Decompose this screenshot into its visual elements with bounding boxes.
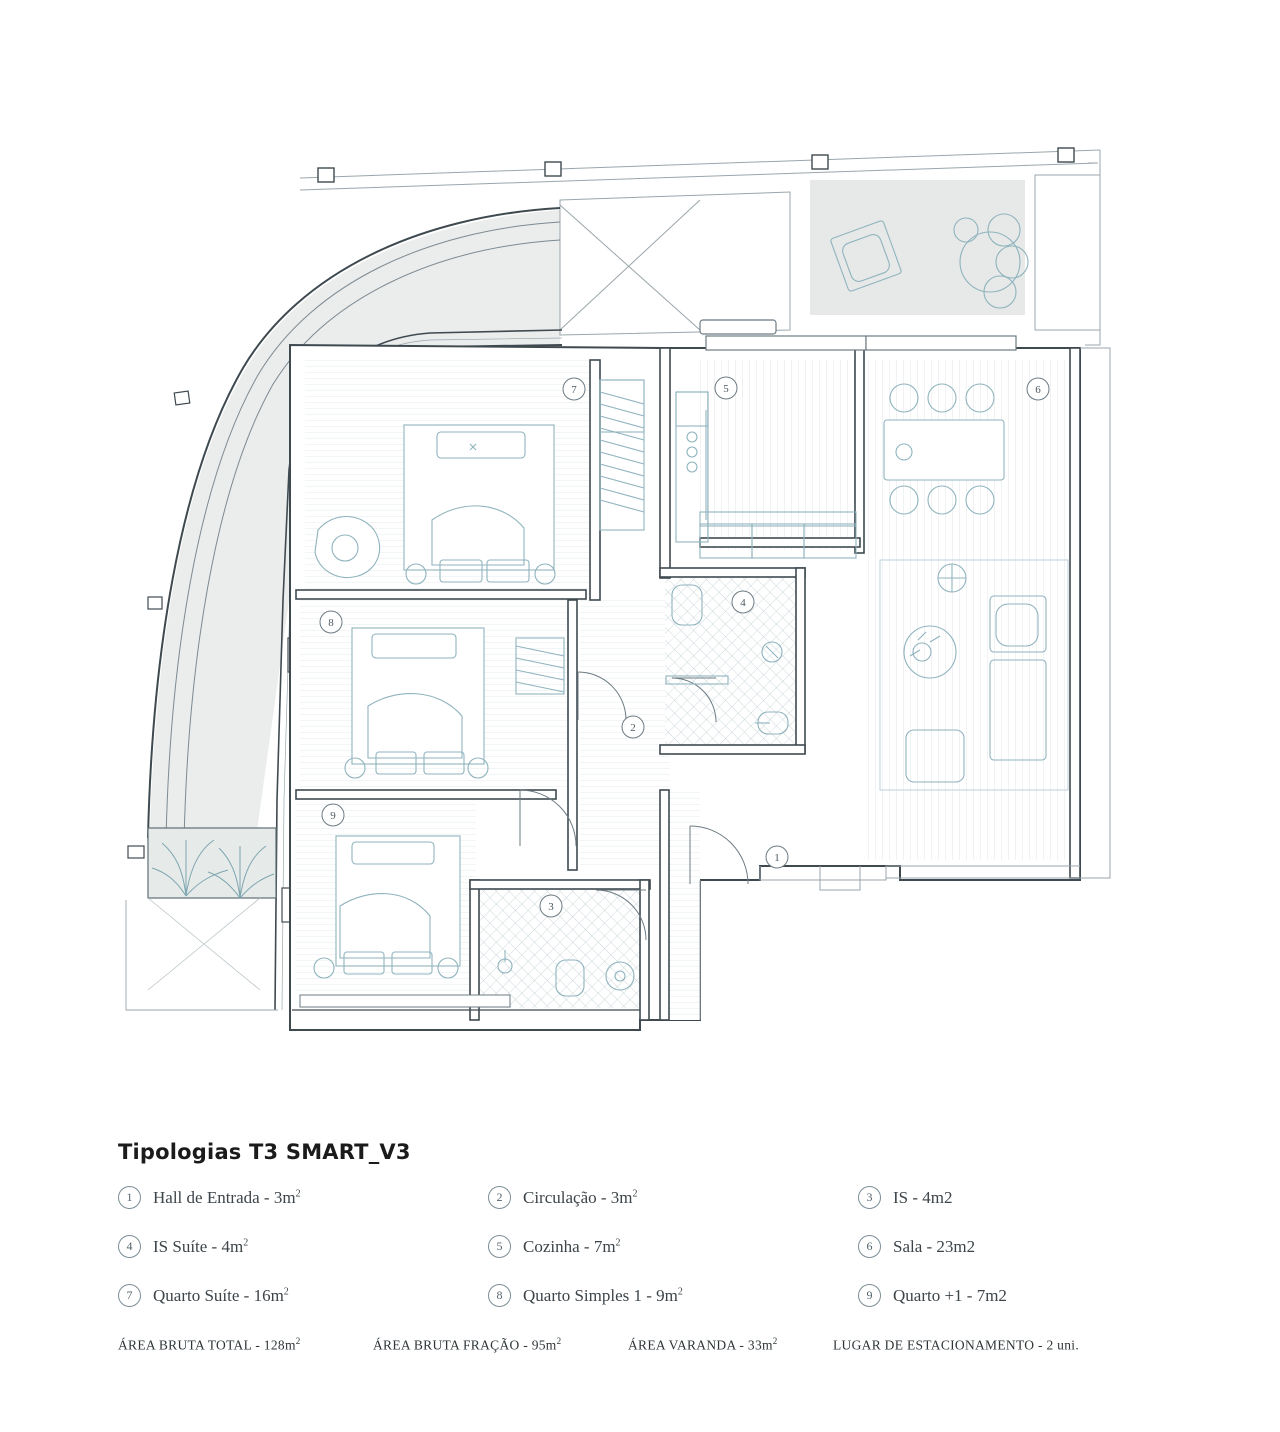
legend-number: 4 bbox=[118, 1235, 141, 1258]
legend-number: 6 bbox=[858, 1235, 881, 1258]
legend-label: Quarto Suíte - $16m^2$ bbox=[153, 1285, 289, 1305]
legend-number: 5 bbox=[488, 1235, 511, 1258]
legend-grid bbox=[118, 1186, 1168, 1307]
legend bbox=[118, 1140, 1168, 1307]
svg-text:8: 8 bbox=[328, 617, 334, 629]
legend-item-5 bbox=[488, 1235, 858, 1258]
legend-number: 2 bbox=[488, 1186, 511, 1209]
svg-text:1: 1 bbox=[774, 852, 780, 864]
legend-label: IS - 4m2 bbox=[893, 1187, 953, 1207]
legend-number: 7 bbox=[118, 1284, 141, 1307]
room-marker-5 bbox=[715, 377, 737, 399]
legend-label: Quarto +1 - 7m2 bbox=[893, 1285, 1007, 1305]
legend-item-8 bbox=[488, 1284, 858, 1307]
legend-label: Sala - 23m2 bbox=[893, 1236, 976, 1256]
legend-item-6 bbox=[858, 1235, 1168, 1258]
legend-label: Circulação - $3m^2$ bbox=[523, 1187, 638, 1207]
totals-row bbox=[118, 1336, 1178, 1354]
svg-text:4: 4 bbox=[740, 597, 746, 609]
legend-item-4 bbox=[118, 1235, 488, 1258]
room-marker-1 bbox=[766, 846, 788, 868]
legend-number: 3 bbox=[858, 1186, 881, 1209]
svg-text:3: 3 bbox=[548, 901, 554, 913]
room-marker-8 bbox=[320, 611, 342, 633]
legend-label: Hall de Entrada - $3m^2$ bbox=[153, 1187, 301, 1207]
svg-text:7: 7 bbox=[571, 384, 577, 396]
total-gross-area: ÁREA BRUTA TOTAL - $128m^2$ bbox=[118, 1336, 301, 1353]
room-marker-3 bbox=[540, 895, 562, 917]
legend-item-1 bbox=[118, 1186, 488, 1209]
svg-text:6: 6 bbox=[1035, 384, 1041, 396]
legend-number: 9 bbox=[858, 1284, 881, 1307]
furniture-bedroom-2 bbox=[314, 836, 460, 978]
total-fraction-area: ÁREA BRUTA FRAÇÃO - $95m^2$ bbox=[373, 1336, 562, 1353]
legend-label: Cozinha - $7m^2$ bbox=[523, 1236, 621, 1256]
legend-item-2 bbox=[488, 1186, 858, 1209]
page-title: Tipologias T3 SMART_V3 bbox=[118, 1140, 411, 1164]
svg-text:9: 9 bbox=[330, 810, 336, 822]
room-marker-2 bbox=[622, 716, 644, 738]
room-marker-6 bbox=[1027, 378, 1049, 400]
svg-text:2: 2 bbox=[630, 722, 636, 734]
legend-item-3 bbox=[858, 1186, 1168, 1209]
legend-item-9 bbox=[858, 1284, 1168, 1307]
total-parking: LUGAR DE ESTACIONAMENTO - 2 uni. bbox=[833, 1337, 1080, 1353]
legend-item-7 bbox=[118, 1284, 488, 1307]
room-marker-9 bbox=[322, 804, 344, 826]
room-marker-7 bbox=[563, 378, 585, 400]
total-balcony-area: ÁREA VARANDA - $33m^2$ bbox=[628, 1336, 778, 1353]
legend-number: 8 bbox=[488, 1284, 511, 1307]
legend-number: 1 bbox=[118, 1186, 141, 1209]
room-marker-4 bbox=[732, 591, 754, 613]
svg-text:5: 5 bbox=[723, 383, 729, 395]
balcony-rail bbox=[700, 320, 1016, 350]
legend-label: IS Suíte - $4m^2$ bbox=[153, 1236, 249, 1256]
legend-label: Quarto Simples $1 - 9m^2$ bbox=[523, 1285, 683, 1305]
planter bbox=[126, 828, 278, 1010]
